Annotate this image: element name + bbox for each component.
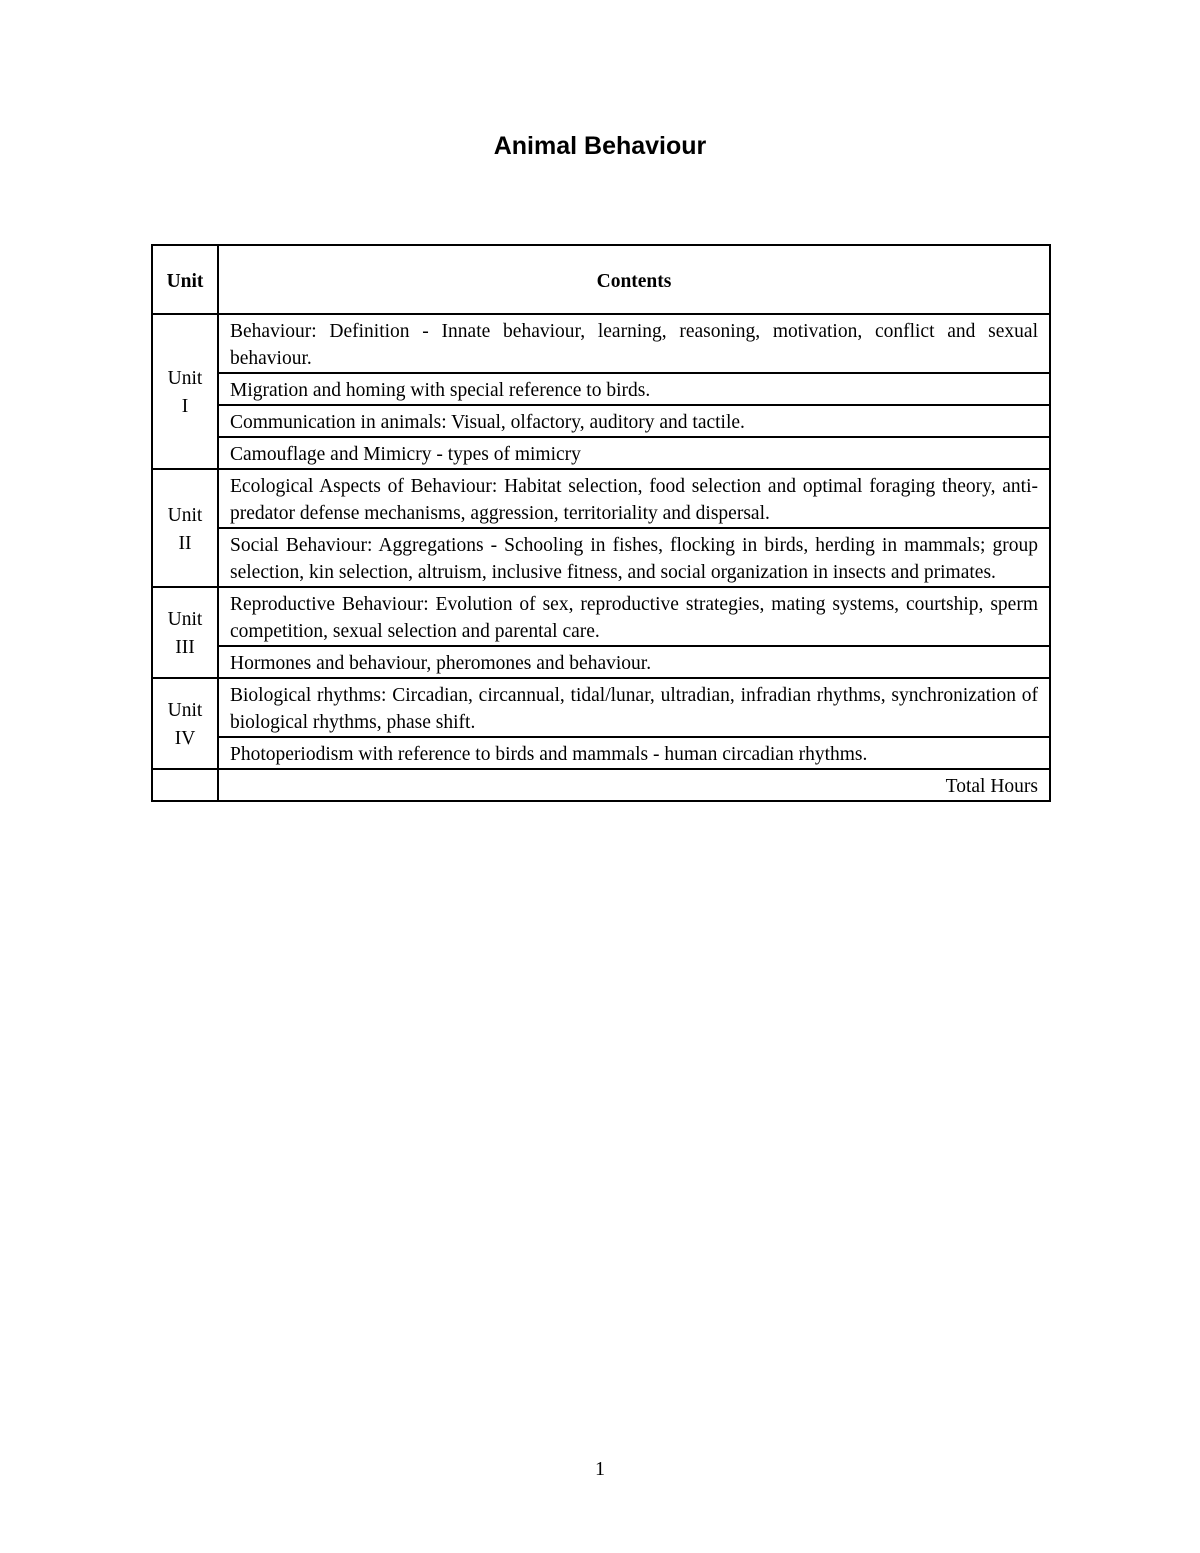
topic-cell: Ecological Aspects of Behaviour: Habitat selection, food selection and optimal foraging theory, anti-predator defense mechanisms, aggression, territoriality and dispersal. <box>218 469 1050 528</box>
table-row <box>152 678 1050 737</box>
topic-cell: Biological rhythms: Circadian, circannual, tidal/lunar, ultradian, infradian rhythms, synchronization of biological rhythms, phase shift. <box>218 678 1050 737</box>
header-unit: Unit <box>152 245 218 314</box>
table-row <box>152 314 1050 373</box>
topic-cell: Behaviour: Definition - Innate behaviour, learning, reasoning, motivation, conflict and sexual behaviour. <box>218 314 1050 373</box>
unit-label-1: Unit I <box>152 314 218 469</box>
page-number: 1 <box>595 1458 605 1480</box>
page-title: Animal Behaviour <box>493 132 707 160</box>
topic-cell: Camouflage and Mimicry - types of mimicry <box>218 437 1050 469</box>
topic-cell: Hormones and behaviour, pheromones and behaviour. <box>218 646 1050 678</box>
topic-cell: Social Behaviour: Aggregations - Schooling in fishes, flocking in birds, herding in mammals; group selection, kin selection, altruism, inclusive fitness, and social organization in insects and primates. <box>218 528 1050 587</box>
total-hours-label: Total Hours <box>218 769 1050 801</box>
total-row <box>152 769 1050 801</box>
unit-label-3: Unit III <box>152 587 218 678</box>
header-contents: Contents <box>218 245 1050 314</box>
syllabus-table <box>151 244 1051 802</box>
topic-cell: Photoperiodism with reference to birds and mammals - human circadian rhythms. <box>218 737 1050 769</box>
table-row <box>152 528 1050 587</box>
table-row <box>152 646 1050 678</box>
table-row <box>152 437 1050 469</box>
unit-label-4: Unit IV <box>152 678 218 769</box>
table-row <box>152 737 1050 769</box>
topic-cell: Migration and homing with special reference to birds. <box>218 373 1050 405</box>
unit-label-2: Unit II <box>152 469 218 587</box>
table-row <box>152 469 1050 528</box>
table-row <box>152 405 1050 437</box>
table-header-row <box>152 245 1050 314</box>
table-row <box>152 373 1050 405</box>
total-unit-cell <box>152 769 218 801</box>
table-row <box>152 587 1050 646</box>
topic-cell: Communication in animals: Visual, olfactory, auditory and tactile. <box>218 405 1050 437</box>
topic-cell: Reproductive Behaviour: Evolution of sex, reproductive strategies, mating systems, courtship, sperm competition, sexual selection and parental care. <box>218 587 1050 646</box>
